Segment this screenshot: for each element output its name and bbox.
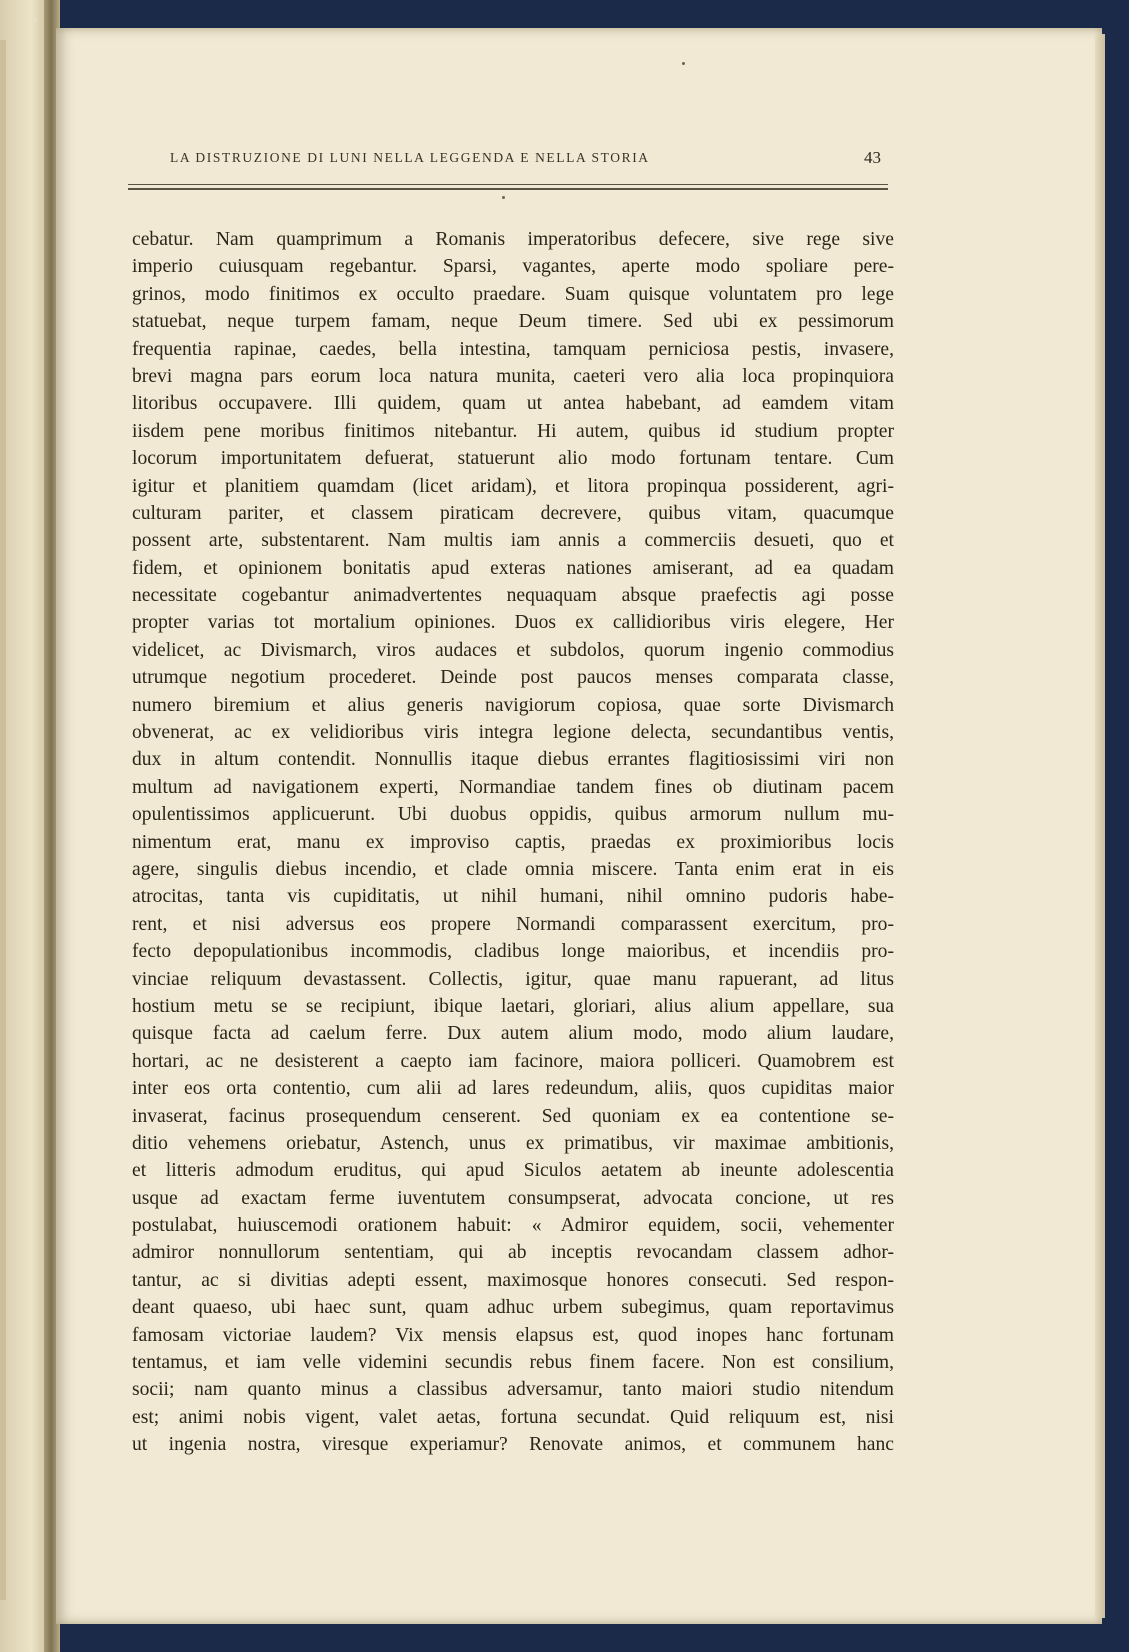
facing-page-margin: [0, 40, 6, 1600]
text-line: grinos, modo finitimos ex occulto praedare. Suam quisque voluntatem pro lege: [132, 283, 894, 305]
text-line: multum ad navigationem experti, Normandiae tandem fines ob diutinam pacem: [132, 776, 894, 798]
text-line: ut ingenia nostra, viresque experiamur? Renovate animos, et communem hanc: [132, 1434, 894, 1456]
paper-speck: [682, 62, 685, 65]
text-line: locorum importunitatem defuerat, statuerunt alio modo fortunam tentare. Cum: [132, 448, 894, 470]
text-line: deant quaeso, ubi haec sunt, quam adhuc urbem subegimus, quam reportavimus: [132, 1297, 894, 1319]
text-line: ditio vehemens oriebatur, Astench, unus ex primatibus, vir maximae ambitionis,: [132, 1132, 894, 1154]
running-title: LA DISTRUZIONE DI LUNI NELLA LEGGENDA E NELLA STORIA: [170, 150, 650, 165]
text-line: litoribus occupavere. Illi quidem, quam ut antea habebant, ad eamdem vitam: [132, 393, 894, 415]
text-line: propter varias tot mortalium opiniones. Duos ex callidioribus viris elegere, Her: [132, 612, 894, 634]
paper-speck: [502, 196, 505, 199]
text-line: brevi magna pars eorum loca natura munita, caeteri vero alia loca propinquiora: [132, 365, 894, 387]
text-line: fidem, et opinionem bonitatis apud exteras nationes amiserant, ad ea quadam: [132, 557, 894, 579]
text-line: invaserat, facinus prosequendum censerent. Sed quoniam ex ea contentione se-: [132, 1105, 894, 1127]
text-line: utrumque negotium procederet. Deinde post paucos menses comparata classe,: [132, 667, 894, 689]
text-line: tentamus, et iam velle videmini secundis rebus finem facere. Non est consilium,: [132, 1352, 894, 1374]
text-line: est; animi nobis vigent, valet aetas, fortuna secundat. Quid reliquum est, nisi: [132, 1406, 894, 1428]
text-line: culturam pariter, et classem piraticam decrevere, quibus vitam, quacumque: [132, 502, 894, 524]
header-rule-thick: [128, 188, 888, 190]
text-line: admiror nonnullorum sententiam, qui ab inceptis revocandam classem adhor-: [132, 1242, 894, 1264]
text-line: iisdem pene moribus finitimos nitebantur. Hi autem, quibus id studium propter: [132, 420, 894, 442]
text-line: numero biremium et alius generis navigiorum copiosa, quae sorte Divismarch: [132, 694, 894, 716]
text-line: opulentissimos applicuerunt. Ubi duobus oppidis, quibus armorum nullum mu-: [132, 804, 894, 826]
text-line: usque ad exactam ferme iuventutem consumpserat, advocata concione, ut res: [132, 1187, 894, 1209]
header-rule-thin: [128, 184, 888, 185]
page-right-edge: [1095, 34, 1105, 1618]
text-line: hostium metu se se recipiunt, ibique laetari, gloriari, alius alium appellare, sua: [132, 995, 894, 1017]
text-line: vinciae reliquum devastassent. Collectis, igitur, quae manu rapuerant, ad litus: [132, 968, 894, 990]
text-line: rent, et nisi adversus eos propere Normandi comparassent exercitum, pro-: [132, 913, 894, 935]
text-line: cebatur. Nam quamprimum a Romanis imperatoribus defecere, sive rege sive: [132, 229, 894, 250]
paper-speck: [34, 18, 37, 21]
text-line: statuebat, neque turpem famam, neque Deum timere. Sed ubi ex pessimorum: [132, 311, 894, 333]
body-text: [132, 226, 894, 1459]
text-line: dux in altum contendit. Nonnullis itaque diebus errantes flagitiosissimi viri non: [132, 749, 894, 771]
text-line: postulabat, huiuscemodi orationem habuit: « Admiror equidem, socii, vehementer: [132, 1215, 894, 1237]
page-number: 43: [864, 148, 881, 167]
text-line: socii; nam quanto minus a classibus adversamur, tanto maiori studio nitendum: [132, 1379, 894, 1401]
text-line: possent arte, substentarent. Nam multis iam annis a commerciis desueti, quo et: [132, 530, 894, 552]
text-line: frequentia rapinae, caedes, bella intestina, tamquam perniciosa pestis, invasere,: [132, 338, 894, 360]
text-line: obvenerat, ac ex velidioribus viris integra legione delecta, secundantibus ventis,: [132, 722, 894, 744]
text-line: hortari, ac ne desisterent a caepto iam facinore, maiora polliceri. Quamobrem est: [132, 1050, 894, 1072]
text-line: famosam victoriae laudem? Vix mensis elapsus est, quod inopes hanc fortunam: [132, 1324, 894, 1346]
text-line: igitur et planitiem quamdam (licet aridam), et litora propinqua possiderent, agri-: [132, 475, 894, 497]
text-line: videlicet, ac Divismarch, viros audaces et subdolos, quorum ingenio commodius: [132, 639, 894, 661]
text-line: necessitate cogebantur animadvertentes nequaquam absque praefectis agi posse: [132, 585, 894, 607]
text-line: et litteris admodum eruditus, qui apud Siculos aetatem ab ineunte adolescentia: [132, 1160, 894, 1182]
text-line: imperio cuiusquam regebantur. Sparsi, vagantes, aperte modo spoliare pere-: [132, 256, 894, 278]
text-line: fecto depopulationibus incommodis, cladibus longe maioribus, et incendiis pro-: [132, 941, 894, 963]
text-line: atrocitas, tanta vis cupiditatis, ut nihil humani, nihil omnino pudoris habe-: [132, 886, 894, 908]
text-line: tantur, ac si divitias adepti essent, maximosque honores consecuti. Sed respon-: [132, 1269, 894, 1291]
text-line: agere, singulis diebus incendio, et clade omnia miscere. Tanta enim erat in eis: [132, 858, 894, 880]
text-line: quisque facta ad caelum ferre. Dux autem alium modo, modo alium laudare,: [132, 1023, 894, 1045]
text-line: inter eos orta contentio, cum alii ad lares redeundum, aliis, quos cupiditas maior: [132, 1078, 894, 1100]
text-line: nimentum erat, manu ex improviso captis, praedas ex proximioribus locis: [132, 831, 894, 853]
